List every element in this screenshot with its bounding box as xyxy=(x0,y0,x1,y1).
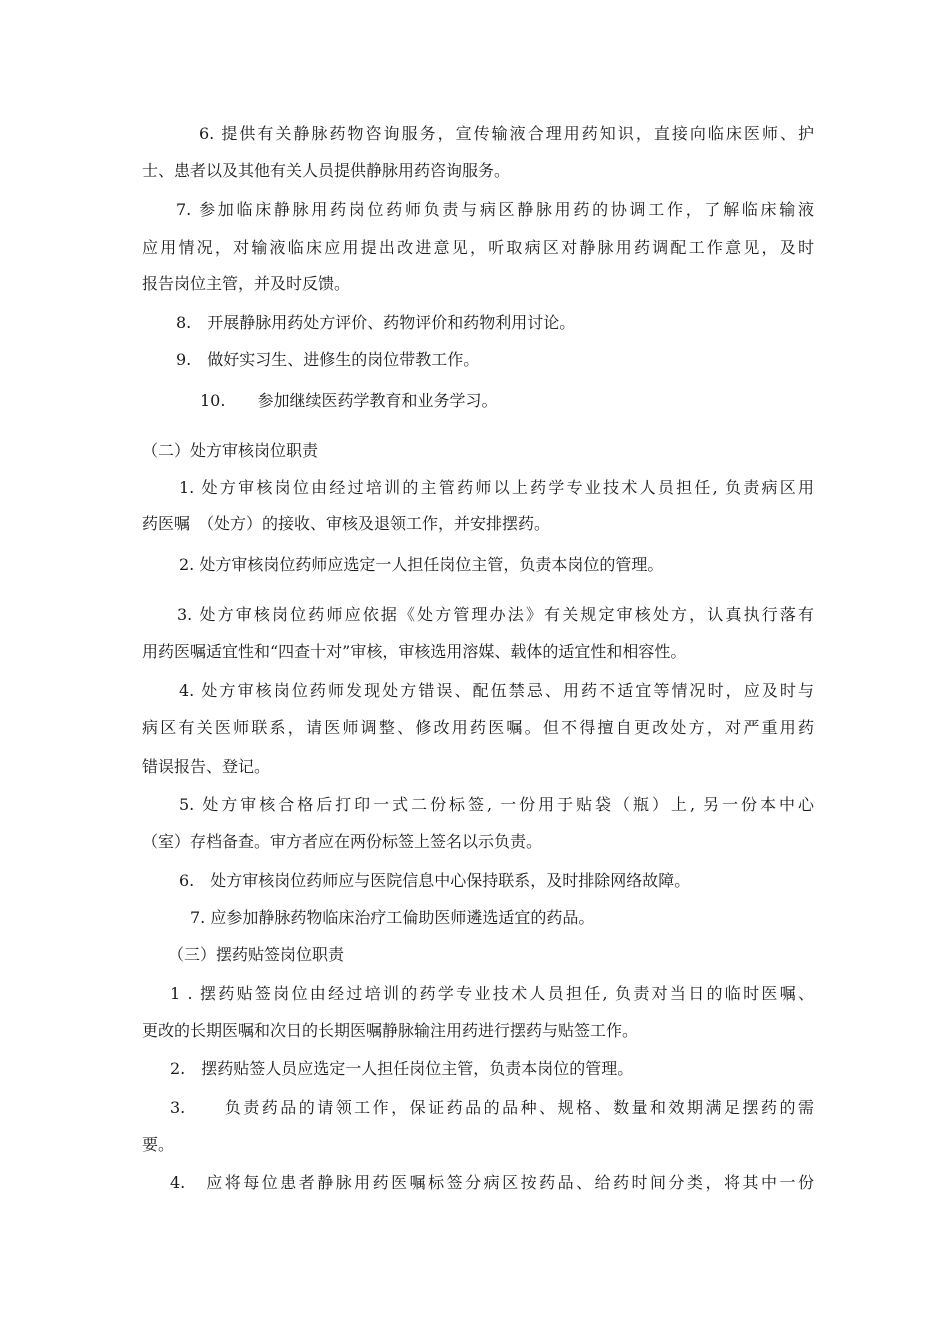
text-line: 报告岗位主管，并及时反馈。 xyxy=(142,274,351,293)
text-line: 士、患者以及其他有关人员提供静脉用药咨询服务。 xyxy=(142,161,511,180)
text-line: 6. 提供有关静脉药物咨询服务，宣传输液合理用药知识，直接向临床医师、护 xyxy=(199,124,814,143)
text-line: 7. 参加临床静脉用药岗位药师负责与病区静脉用药的协调工作，了解临床输液 xyxy=(176,200,814,219)
text-line: 3. 负责药品的请领工作，保证药品的品种、规格、数量和效期满足摆药的需 xyxy=(170,1098,814,1117)
text-line: 1 . 摆药贴签岗位由经过培训的药学专业技术人员担任, 负责对当日的临时医嘱、 xyxy=(170,984,814,1003)
text-line: 3. 处方审核岗位药师应依据《处方管理办法》有关规定审核处方，认真执行落有 xyxy=(177,605,814,624)
text-line: 药医嘱 （处方）的接收、审核及退领工作，并安排摆药。 xyxy=(142,514,551,533)
text-line: 5. 处方审核合格后打印一式二份标签, 一份用于贴袋（瓶）上, 另一份本中心 xyxy=(179,795,814,814)
text-line: 4. 应将每位患者静脉用药医嘱标签分病区按药品、给药时间分类，将其中一份 xyxy=(170,1173,814,1192)
text-line: 更改的长期医嘱和次日的长期医嘱静脉输注用药进行摆药与贴签工作。 xyxy=(142,1021,639,1040)
text-line: （室）存档备查。审方者应在两份标签上签名以示负责。 xyxy=(142,832,543,851)
text-line: 10. 参加继续医药学教育和业务学习。 xyxy=(200,391,498,410)
text-line: 病区有关医师联系，请医师调整、修改用药医嘱。但不得擅自更改处方，对严重用药 xyxy=(142,718,814,737)
section-heading: （三）摆药贴签岗位职责 xyxy=(168,945,345,964)
text-line: 2. 摆药贴签人员应选定一人担任岗位主管，负责本岗位的管理。 xyxy=(170,1059,634,1078)
text-line: 4. 处方审核岗位药师发现处方错误、配伍禁忌、用药不适宜等情况时，应及时与 xyxy=(179,681,814,700)
text-line: 8. 开展静脉用药处方评价、药物评价和药物利用讨论。 xyxy=(176,313,576,332)
text-line: 应用情况，对输液临床应用提出改进意见，听取病区对静脉用药调配工作意见，及时 xyxy=(142,238,814,257)
text-line: 要。 xyxy=(142,1135,175,1154)
text-line: 1. 处方审核岗位由经过培训的主管药师以上药学专业技术人员担任, 负责病区用 xyxy=(179,478,814,497)
text-line: 用药医嘱适宜性和“四查十对”审核，审核选用溶媒、载体的适宜性和相容性。 xyxy=(142,642,687,661)
text-line: 6. 处方审核岗位药师应与医院信息中心保持联系，及时排除网络故障。 xyxy=(179,871,691,890)
text-line: 2. 处方审核岗位药师应选定一人担任岗位主管，负责本岗位的管理。 xyxy=(179,555,664,574)
text-line: 7. 应参加静脉药物临床治疗工倫助医师遴选适宜的药品。 xyxy=(190,908,595,927)
text-line: 9. 做好实习生、进修生的岗位带教工作。 xyxy=(176,350,480,369)
section-heading: （二）处方审核岗位职责 xyxy=(142,441,319,460)
text-line: 错误报告、登记。 xyxy=(142,757,271,776)
